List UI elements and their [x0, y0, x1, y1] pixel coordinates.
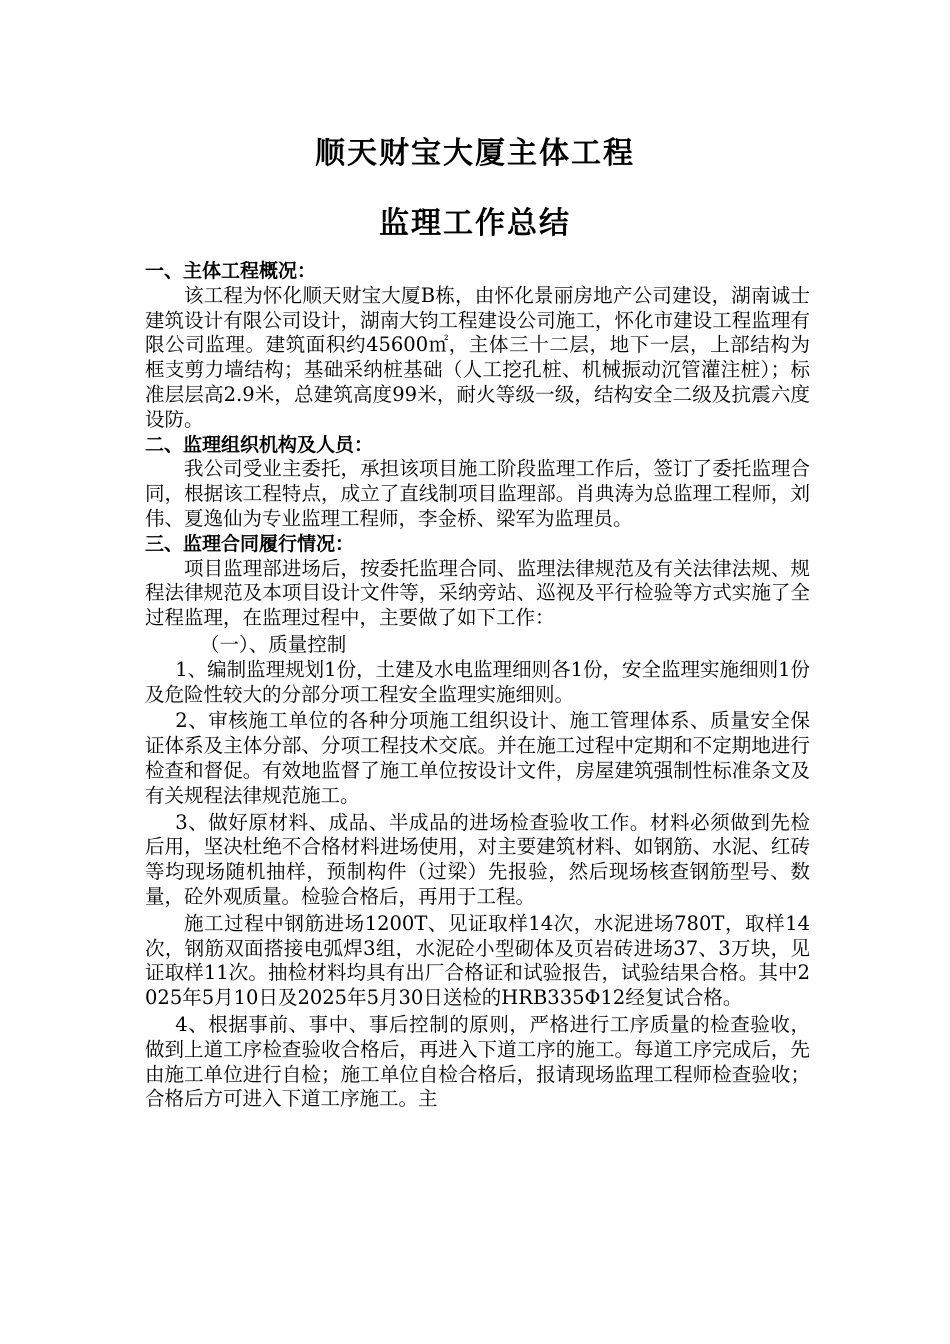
- paragraph-material-statistics: 施工过程中钢筋进场1200T、见证取样14次，水泥进场780T，取样14次，钢筋双面搭接电弧焊3组，水泥砼小型砌体及页岩砖进场37、3万块，见证取样11次。抽检材料均具有出厂合格证和试验报告，试验结果合格。其中2025年5月10日及2025年5月30日送检的HRB335Φ12经复试合格。: [145, 911, 810, 1010]
- subheading-quality-control: （一）、质量控制: [200, 632, 347, 656]
- list-item-supervision-plan: 1、编制监理规划1份，土建及水电监理细则各1份，安全监理实施细则1份及危险性较大的分部分项工程安全监理实施细则。: [145, 657, 810, 706]
- list-item-review-design: 2、审核施工单位的各种分项施工组织设计、施工管理体系、质量安全保证体系及主体分部、分项工程技术交底。并在施工过程中定期和不定期地进行检查和督促。有效地监督了施工单位按设计文件，房屋建筑强制性标准条文及有关规程法律规范施工。: [145, 709, 810, 807]
- section-heading-organization: 二、监理组织机构及人员：: [145, 433, 374, 456]
- document-title: 顺天财宝大厦主体工程: [315, 136, 635, 171]
- document-body: [145, 259, 810, 1112]
- section-heading-overview: 一、主体工程概况：: [145, 260, 317, 282]
- paragraph-contract: 项目监理部进场后，按委托监理合同、监理法律规范及有关法律法规、规程法律规范及本项目设计文件等，采纳旁站、巡视及平行检验等方式实施了全过程监理，在监理过程中，主要做了如下工作：: [145, 556, 810, 630]
- list-item-material-inspection: 3、做好原材料、成品、半成品的进场检查验收工作。材料必须做到先检后用，坚决杜绝不合格材料进场使用，对主要建筑材料、如钢筋、水泥、红砖等均现场随机抽样，预制构件（过梁）先报验，然后现场核查钢筋型号、数量，砼外观质量。检验合格后，再用于工程。: [145, 810, 810, 908]
- document-subtitle: 监理工作总结: [379, 206, 571, 241]
- section-heading-contract: 三、监理合同履行情况：: [145, 532, 355, 555]
- paragraph-overview: 该工程为怀化顺天财宝大厦B栋，由怀化景丽房地产公司建设，湖南诚士建筑设计有限公司设计，湖南大钧工程建设公司施工，怀化市建设工程监理有限公司监理。建筑面积约45600㎡，主体三十二层，地下一层，上部结构为框支剪力墙结构；基础采纳桩基础（人工挖孔桩、机械振动沉管灌注桩）；标准层层高2.9米，总建筑高度99米，耐火等级一级，结构安全二级及抗震六度设防。: [145, 283, 810, 431]
- paragraph-organization: 我公司受业主委托，承担该项目施工阶段监理工作后，签订了委托监理合同，根据该工程特点，成立了直线制项目监理部。肖典涛为总监理工程师，刘伟、夏逸仙为专业监理工程师，李金桥、梁军为监理员。: [145, 457, 810, 530]
- list-item-process-control: 4、根据事前、事中、事后控制的原则，严格进行工序质量的检查验收，做到上道工序检查验收合格后，再进入下道工序的施工。每道工序完成后，先由施工单位进行自检；施工单位自检合格后，报请现场监理工程师检查验收；合格后方可进入下道工序施工。主: [145, 1012, 810, 1111]
